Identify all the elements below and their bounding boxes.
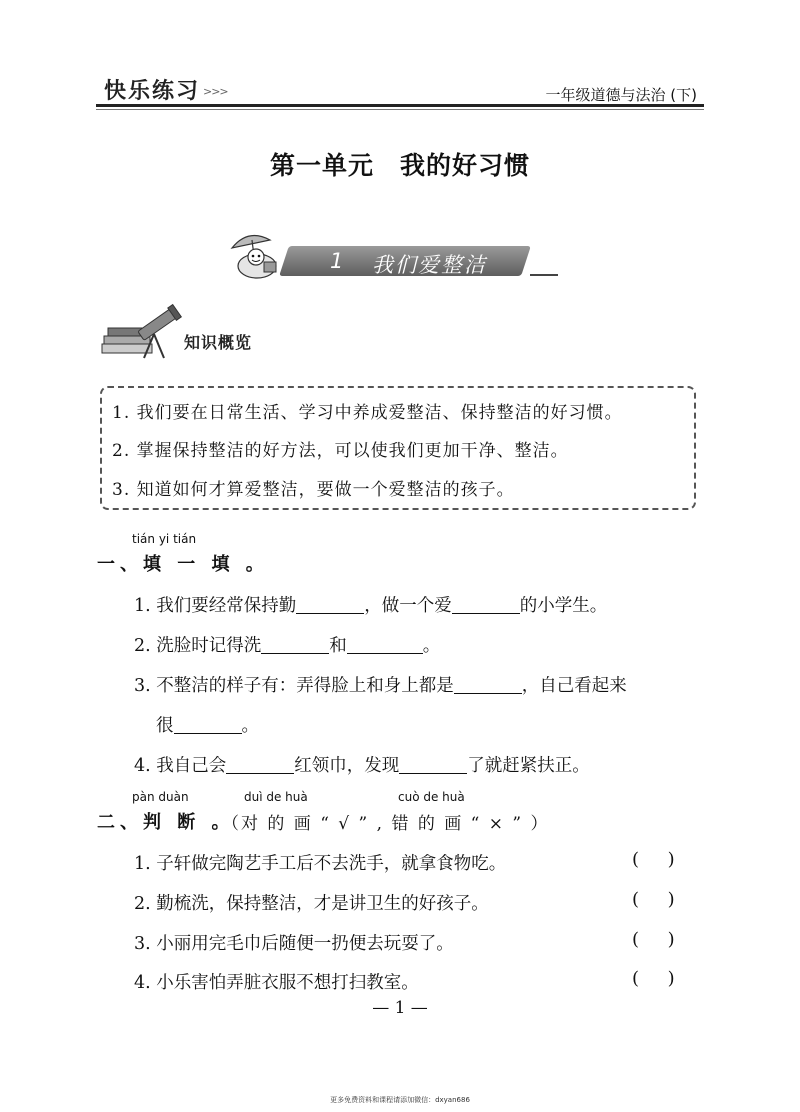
knowledge-item: 2. 掌握保持整洁的好方法，可以使我们更加干净、整洁。 bbox=[112, 441, 569, 461]
chevron-right-icon: >>> bbox=[203, 85, 228, 98]
header-title: 快乐练习 bbox=[104, 79, 201, 104]
answer-blank[interactable] bbox=[399, 755, 467, 774]
section1-pinyin: tián yi tián bbox=[132, 532, 197, 546]
lesson-title: 我们爱整洁 bbox=[372, 253, 487, 277]
section2-pinyin-judge: pàn duàn bbox=[132, 790, 189, 804]
section2-pinyin-wrong: cuò de huà bbox=[398, 790, 465, 804]
grade-label: 一年级道德与法治 (下) bbox=[545, 86, 697, 104]
fill-question-3: 3. 不整洁的样子有：弄得脸上和身上都是 ，自己看起来 bbox=[134, 676, 627, 696]
answer-blank[interactable] bbox=[261, 635, 329, 654]
judge-item: 1. 子轩做完陶艺手工后不去洗手，就拿食物吃。 bbox=[134, 854, 507, 874]
answer-parentheses[interactable]: ( ) bbox=[632, 968, 675, 989]
page-number: — 1 — bbox=[372, 998, 428, 1018]
section2-title: 二、判 断 。 bbox=[97, 812, 235, 833]
answer-parentheses[interactable]: ( ) bbox=[632, 889, 675, 910]
section1-title: 一、填 一 填 。 bbox=[97, 554, 269, 575]
answer-blank[interactable] bbox=[296, 595, 364, 614]
answer-blank[interactable] bbox=[452, 595, 520, 614]
judge-item: 2. 勤梳洗，保持整洁，才是讲卫生的好孩子。 bbox=[134, 894, 489, 914]
section2-pinyin-right: duì de huà bbox=[244, 790, 308, 804]
unit-title: 第一单元 我的好习惯 bbox=[269, 151, 530, 180]
answer-parentheses[interactable]: ( ) bbox=[632, 849, 675, 870]
section2-instruction: （对 的 画 “ √ ” , 错 的 画 “ × ” ） bbox=[222, 814, 550, 834]
telescope-icon bbox=[98, 296, 184, 362]
fill-question-1: 1. 我们要经常保持勤 ，做一个爱 的小学生。 bbox=[134, 596, 608, 616]
header-divider bbox=[96, 104, 704, 107]
answer-parentheses[interactable]: ( ) bbox=[632, 929, 675, 950]
fill-question-3-cont: 很 。 bbox=[156, 716, 259, 736]
knowledge-item: 3. 知道如何才算爱整洁，要做一个爱整洁的孩子。 bbox=[112, 480, 515, 500]
judge-item: 4. 小乐害怕弄脏衣服不想打扫教室。 bbox=[134, 973, 419, 993]
judge-item: 3. 小丽用完毛巾后随便一扔便去玩耍了。 bbox=[134, 934, 454, 954]
fill-question-4: 4. 我自己会 红领巾，发现 了就赶紧扶正。 bbox=[134, 756, 590, 776]
banner-underline bbox=[530, 274, 558, 276]
header-divider-thin bbox=[96, 109, 704, 110]
lesson-number: 1 bbox=[330, 249, 344, 273]
knowledge-label: 知识概览 bbox=[184, 333, 253, 352]
fill-question-2: 2. 洗脸时记得洗 和 。 bbox=[134, 636, 441, 656]
footer-note: 更多免费资料和课程请添加微信：dxyan686 bbox=[330, 1096, 470, 1104]
answer-blank[interactable] bbox=[347, 635, 423, 654]
knowledge-item: 1. 我们要在日常生活、学习中养成爱整洁、保持整洁的好习惯。 bbox=[112, 403, 623, 423]
answer-blank[interactable] bbox=[226, 755, 294, 774]
answer-blank[interactable] bbox=[454, 675, 522, 694]
answer-blank[interactable] bbox=[174, 715, 242, 734]
